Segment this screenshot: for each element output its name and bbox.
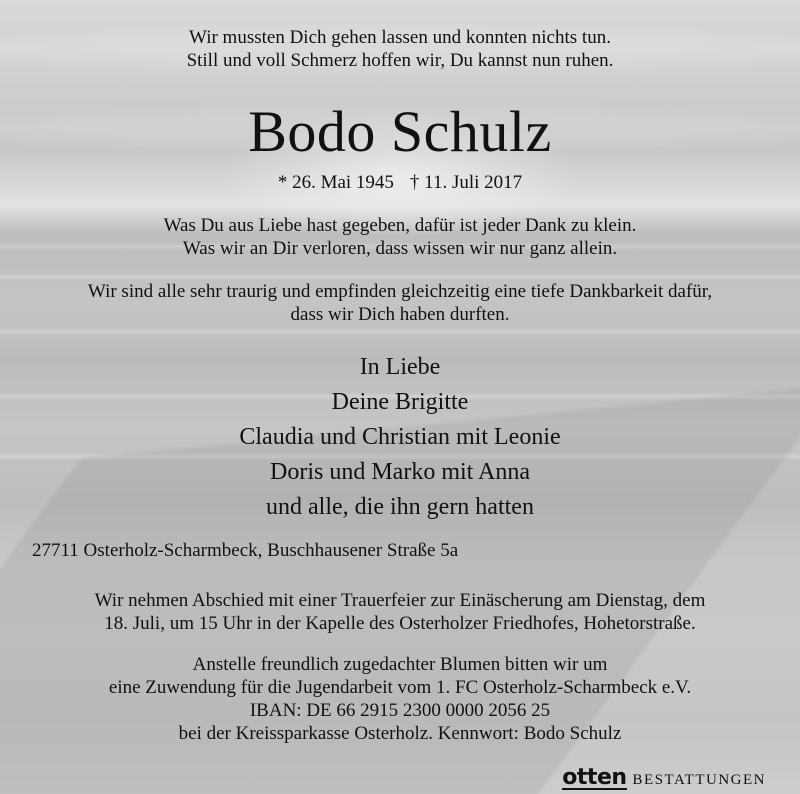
donation-line-1: Anstelle freundlich zugedachter Blumen bitten wir um — [192, 654, 608, 675]
family-address: 27711 Osterholz-Scharmbeck, Buschhausener Straße 5a — [32, 540, 459, 561]
verse-2-line-1: Was Du aus Liebe hast gegeben, dafür ist jeder Dank zu klein. — [163, 215, 637, 236]
funeral-home-logo — [562, 765, 766, 790]
signatory-line: In Liebe — [359, 354, 441, 380]
opening-verse-line-2: Still und voll Schmerz hoffen wir, Du kannst nun ruhen. — [186, 50, 614, 71]
opening-verse-line-1: Wir mussten Dich gehen lassen und konnten nichts tun. — [189, 27, 611, 48]
ceremony-line-1: Wir nehmen Abschied mit einer Trauerfeier zur Einäscherung am Dienstag, dem — [94, 590, 706, 611]
logo-text: BESTATTUNGEN — [632, 772, 766, 788]
donation-line-2: eine Zuwendung für die Jugendarbeit vom 1. FC Osterholz-Scharmbeck e.V. — [108, 677, 692, 698]
death-date: † 11. Juli 2017 — [409, 172, 523, 193]
birth-date: * 26. Mai 1945 — [277, 172, 394, 193]
logo-mark: otten — [562, 765, 627, 790]
verse-2-line-2: Was wir an Dir verloren, dass wissen wir nur ganz allein. — [182, 238, 618, 259]
life-dates — [0, 172, 800, 194]
signatory-line: und alle, die ihn gern hatten — [266, 494, 534, 520]
donation-line-4: bei der Kreissparkasse Osterholz. Kennwort: Bodo Schulz — [178, 723, 622, 744]
verse-3-line-2: dass wir Dich haben durften. — [290, 304, 510, 325]
verse-3-line-1: Wir sind alle sehr traurig und empfinden gleichzeitig eine tiefe Dankbarkeit dafür, — [87, 281, 713, 302]
signatory-line: Doris und Marko mit Anna — [270, 459, 530, 485]
donation-iban: IBAN: DE 66 2915 2300 0000 2056 25 — [249, 700, 551, 721]
signatory-line: Claudia und Christian mit Leonie — [239, 424, 561, 450]
deceased-name: Bodo Schulz — [248, 99, 552, 164]
signatory-line: Deine Brigitte — [331, 389, 469, 415]
ceremony-line-2: 18. Juli, um 15 Uhr in der Kapelle des Osterholzer Friedhofes, Hohetorstraße. — [104, 613, 696, 634]
